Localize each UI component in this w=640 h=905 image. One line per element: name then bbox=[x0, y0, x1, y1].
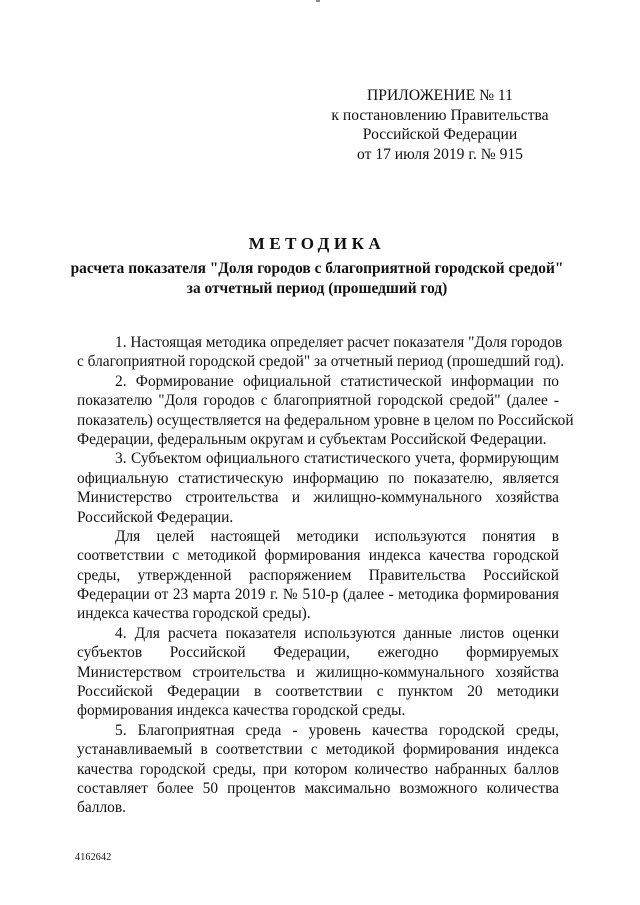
subtitle-line-2: за отчетный период (прошедший год) bbox=[186, 279, 448, 297]
paragraph-line: Министерством строительства и жилищно-коммунального хозяйства bbox=[77, 663, 559, 681]
paragraph-line: среды, утвержденной распоряжением Правительства Российской bbox=[77, 566, 559, 584]
paragraph-5 bbox=[77, 624, 559, 721]
paragraph-line: показателю "Доля городов с благоприятной городской средой" (далее - bbox=[77, 392, 559, 410]
paragraph-line: качества городской среды, при котором количество набранных баллов bbox=[77, 760, 559, 778]
document-subtitle bbox=[0, 259, 634, 298]
paragraph-line: 5. Благоприятная среда - уровень качества городской среды, bbox=[115, 721, 559, 739]
paragraph-1 bbox=[77, 333, 565, 372]
annex-federation: Российской Федерации bbox=[362, 126, 518, 143]
paragraph-line: Федерации от 23 марта 2019 г. № 510-р (далее - методика формирования bbox=[77, 586, 559, 604]
annex-number: ПРИЛОЖЕНИЕ № 11 bbox=[367, 87, 513, 104]
paragraph-line: индекса качества городской среды). bbox=[77, 605, 311, 623]
paragraph-line: с благоприятной городской средой" за отчетный период (прошедший год). bbox=[77, 353, 565, 371]
subtitle-line-1: расчета показателя "Доля городов с благоприятной городской средой" bbox=[70, 260, 564, 277]
paragraph-line: Российской Федерации в соответствии с пунктом 20 методики bbox=[77, 683, 559, 701]
paragraph-line: формирования индекса качества городской среды. bbox=[77, 702, 406, 720]
paragraph-3 bbox=[77, 449, 559, 527]
annex-header bbox=[330, 86, 550, 164]
paragraph-line: показатель) осуществляется на федеральном уровне в целом по Российской bbox=[77, 411, 574, 429]
document-body bbox=[77, 333, 574, 818]
document-title: МЕТОДИКА bbox=[248, 234, 386, 253]
paragraph-line: официальную статистическую информацию по показателю, является bbox=[77, 469, 559, 487]
annex-date-number: от 17 июля 2019 г. № 915 bbox=[357, 145, 523, 163]
paragraph-line: составляет более 50 процентов максимально возможного количества bbox=[77, 779, 559, 797]
paragraph-line: Министерство строительства и жилищно-коммунального хозяйства bbox=[77, 489, 559, 507]
paragraph-line: Федерации, федеральным округам и субъектам Российской Федерации. bbox=[77, 430, 547, 448]
paragraph-line: 3. Субъектом официального статистического учета, формирующим bbox=[115, 450, 559, 468]
paragraph-line: 4. Для расчета показателя используются данные листов оценки bbox=[115, 624, 559, 642]
paragraph-6 bbox=[77, 721, 559, 818]
paragraph-line: устанавливаемый в соответствии с методикой формирования индекса bbox=[77, 741, 559, 759]
page-edge-mark bbox=[316, 0, 320, 2]
paragraph-4 bbox=[77, 527, 559, 624]
paragraph-line: субъектов Российской Федерации, ежегодно формируемых bbox=[77, 644, 559, 662]
document-id: 4162642 bbox=[75, 852, 112, 863]
paragraph-line: Для целей настоящей методики используются понятия в bbox=[115, 527, 559, 545]
annex-decree-ref: к постановлению Правительства bbox=[331, 106, 549, 124]
paragraph-2 bbox=[77, 372, 574, 450]
paragraph-line: соответствии с методикой формирования индекса качества городской bbox=[77, 547, 559, 565]
paragraph-line: 1. Настоящая методика определяет расчет показателя "Доля городов bbox=[115, 334, 563, 351]
paragraph-line: 2. Формирование официальной статистической информации по bbox=[115, 372, 559, 390]
paragraph-line: баллов. bbox=[77, 799, 126, 817]
paragraph-line: Российской Федерации. bbox=[77, 508, 234, 526]
